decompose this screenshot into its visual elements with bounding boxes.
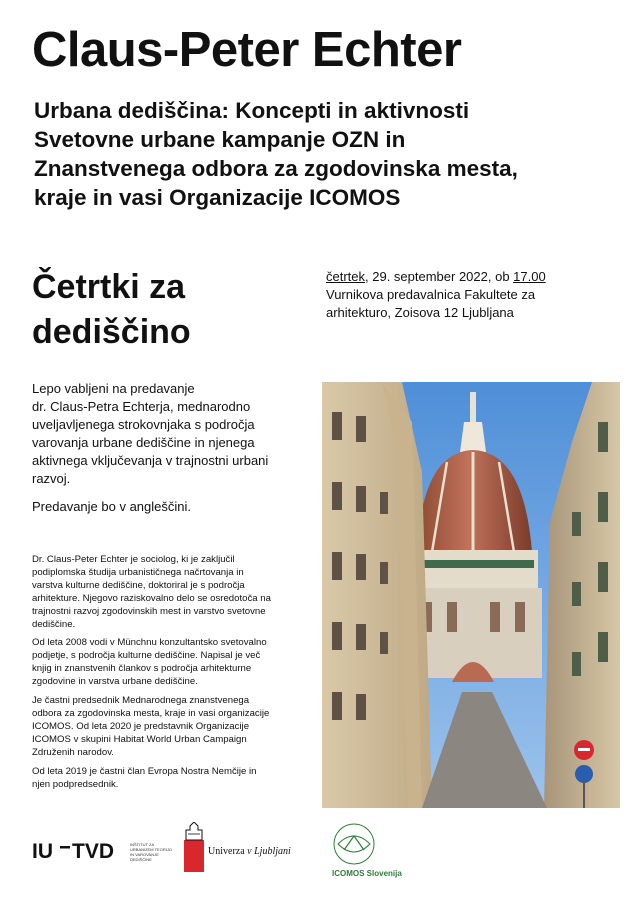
intro-line: aktivnega vključevanja v trajnostni urbani [32, 453, 269, 468]
event-date: , 29. september 2022, ob [365, 269, 514, 284]
series-title [32, 265, 191, 355]
intro-text [32, 380, 307, 526]
bio-paragraph: Od leta 2019 je častni član Evropa Nostra Nemčije in njen podpredsednik. [32, 765, 257, 790]
series-title-line: Četrtki za [32, 268, 186, 306]
event-venue-line: Vurnikova predavalnica Fakultete za [326, 287, 536, 302]
svg-text:ICOMOS Slovenija: ICOMOS Slovenija [332, 869, 402, 878]
lecture-title-line: Znanstvenega odbora za zgodovinska mesta, [34, 156, 518, 181]
intro-line: Lepo vabljeni na predavanje [32, 381, 195, 396]
iu-tvd-logo: IU TVD INŠTITUT ZA URBANIZEM TEORIJO IN VAROVANJE DEDIŠČINE [32, 840, 172, 863]
lecture-title-line: Svetovne urbane kampanje OZN in [34, 127, 406, 152]
svg-text:IU: IU [32, 840, 53, 863]
intro-line: razvoj. [32, 471, 71, 486]
lecture-title-line: kraje in vasi Organizacije ICOMOS [34, 185, 401, 210]
intro-line: uveljavljenega strokovnjaka s področja [32, 417, 255, 432]
event-date-line [326, 268, 546, 286]
event-venue-line: arhitekturo, Zoisova 12 Ljubljana [326, 305, 514, 320]
lecture-title-line: Urbana dediščina: Koncepti in aktivnosti [34, 98, 470, 123]
series-title-line: dediščino [32, 313, 191, 351]
icomos-logo [332, 824, 402, 878]
intro-line: dr. Claus-Petra Echterja, mednarodno [32, 399, 251, 414]
language-note: Predavanje bo v angleščini. [32, 499, 191, 514]
speaker-bio [32, 554, 310, 797]
partner-logos [32, 822, 432, 882]
univerza-logo [184, 822, 291, 872]
event-time: 17.00 [513, 269, 546, 284]
speaker-name: Claus-Peter Echter [32, 23, 462, 77]
event-day: četrtek [326, 269, 366, 284]
bio-paragraph: Dr. Claus-Peter Echter je sociolog, ki je zaključil podiplomska študija urbanističnega načrtovanja in varstva kulturne dediščine, doktoriral je s področja arhitekture. Njegovo raziskovalno delo se osredotoča na trajnostni razvoj zgodovinskih mest in varstvo svetovne dediščine. [32, 554, 271, 630]
bio-paragraph: Je častni predsednik Mednarodnega znanstvenega odbora za zgodovinska mesta, kraje in vasi organizacije ICOMOS. Od leta 2020 je predstavnik Organizacije ICOMOS v skupini Habitat World Urban Campaign Združenih narodov. [32, 695, 270, 758]
lecture-title [34, 96, 614, 212]
bio-paragraph: Od leta 2008 vodi v Münchnu konzultantsko svetovalno podjetje, s področja kulturne dediščine. Napisal je več knjig in znanstvenih člankov s področja arhitekturne zgodovine in varstva urbane dediščine. [32, 637, 267, 688]
intro-paragraph [32, 380, 307, 488]
event-details [326, 268, 546, 322]
svg-text:TVD: TVD [72, 840, 114, 863]
intro-line: varovanja urbane dediščine in njenega [32, 435, 255, 450]
florence-cathedral-photo [322, 382, 620, 808]
svg-text:Univerza v Ljubljani: Univerza v Ljubljani [208, 846, 291, 857]
